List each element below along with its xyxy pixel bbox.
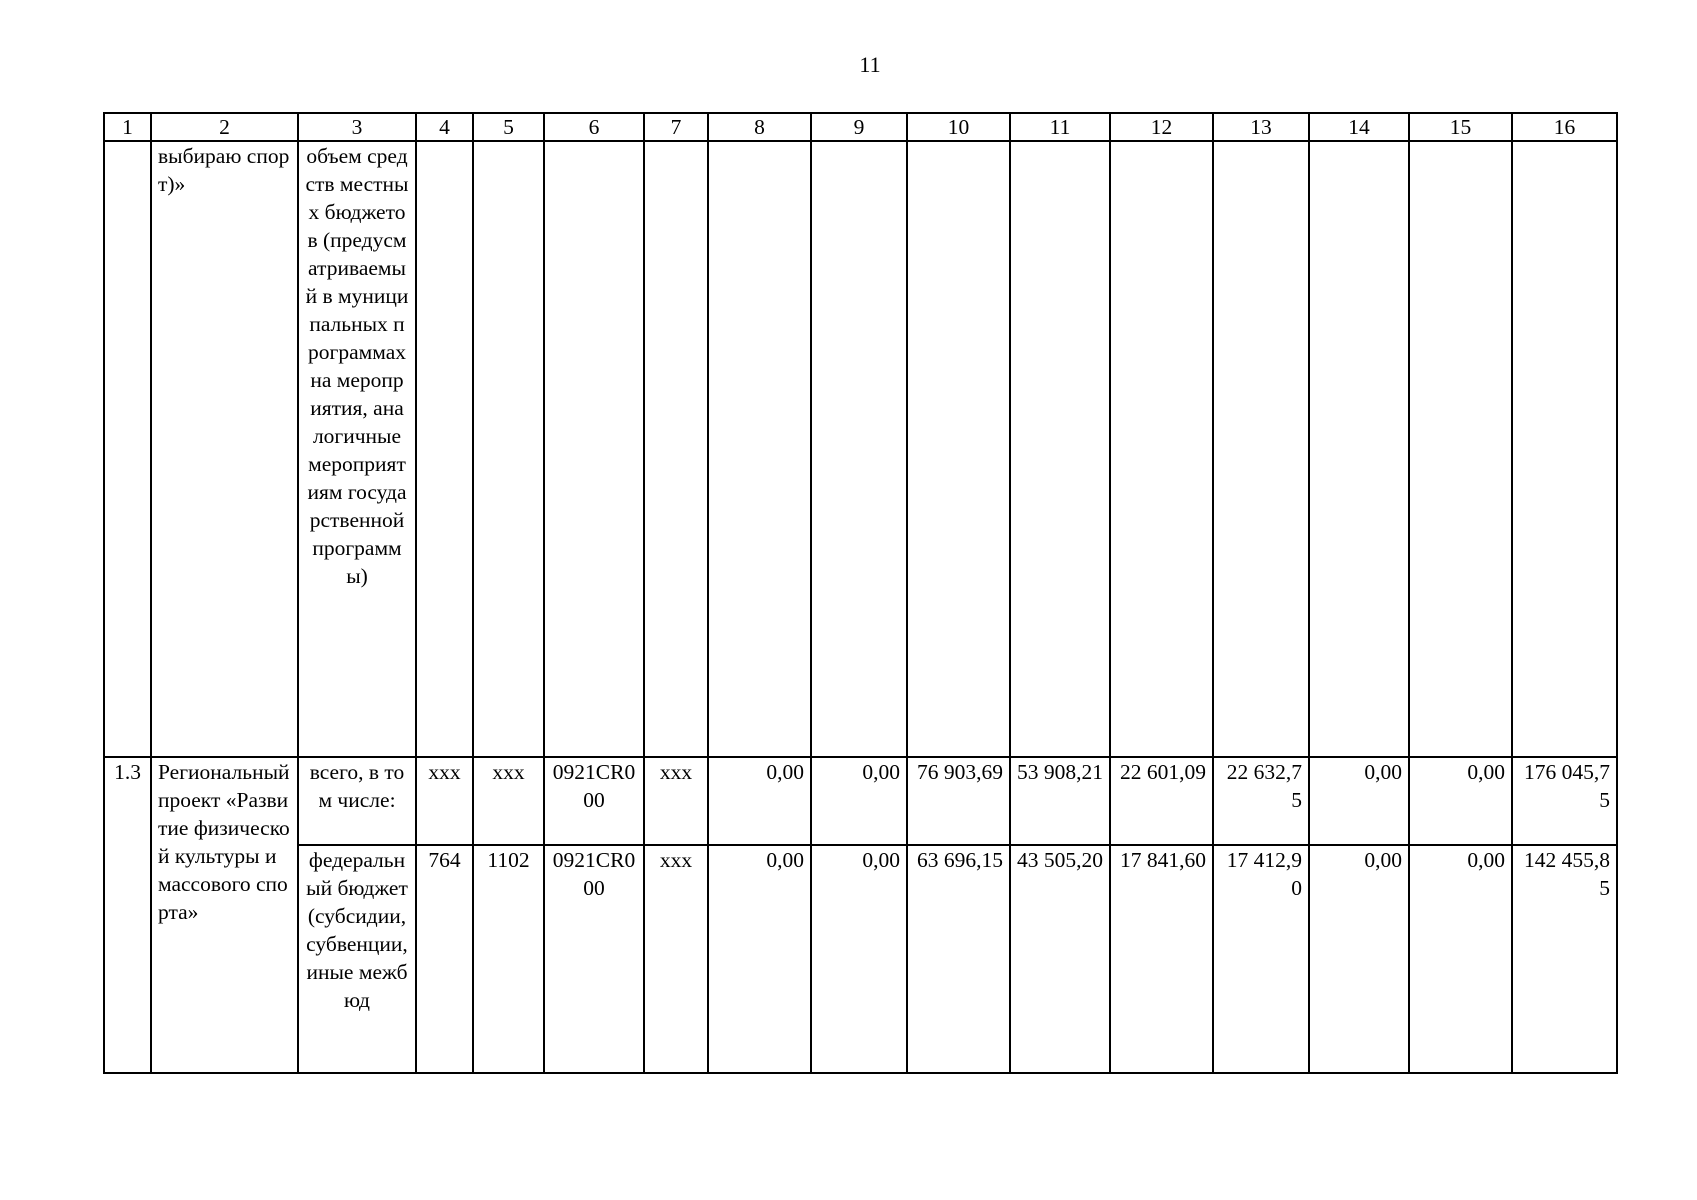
header-cell: 13	[1213, 113, 1309, 141]
amount-cell: 43 505,20	[1010, 845, 1110, 1073]
grbs-code-cell: xxx	[416, 757, 473, 845]
table-cell	[544, 141, 644, 757]
rzpr-code-cell: xxx	[473, 757, 544, 845]
amount-cell: 0,00	[811, 845, 907, 1073]
table-cell	[1010, 141, 1110, 757]
amount-cell: 63 696,15	[907, 845, 1010, 1073]
table-header-row	[104, 113, 1617, 141]
grbs-code-cell: 764	[416, 845, 473, 1073]
amount-cell: 17 412,90	[1213, 845, 1309, 1073]
table-cell	[1309, 141, 1409, 757]
amount-cell: 0,00	[708, 757, 811, 845]
header-cell: 5	[473, 113, 544, 141]
table-cell	[644, 141, 708, 757]
table-cell	[473, 141, 544, 757]
amount-cell: 0,00	[708, 845, 811, 1073]
table-cell	[1409, 141, 1512, 757]
amount-cell: 22 601,09	[1110, 757, 1213, 845]
amount-cell: 0,00	[1409, 757, 1512, 845]
funding-source-cell: объем средств местных бюджетов (предусматриваемый в муниципальных программах на мероприятия, аналогичные мероприятиям государственной программы)	[298, 141, 416, 757]
amount-cell: 0,00	[811, 757, 907, 845]
funding-source-cell: федеральный бюджет (субсидии, субвенции, иные межбюд	[298, 845, 416, 1073]
table-cell	[1213, 141, 1309, 757]
row-number-cell: 1.3	[104, 757, 151, 1073]
table-cell	[1512, 141, 1617, 757]
amount-cell: 0,00	[1409, 845, 1512, 1073]
funding-source-cell: всего, в том числе:	[298, 757, 416, 845]
header-cell: 6	[544, 113, 644, 141]
header-cell: 4	[416, 113, 473, 141]
amount-cell: 53 908,21	[1010, 757, 1110, 845]
header-cell: 7	[644, 113, 708, 141]
table-cell	[416, 141, 473, 757]
event-name-cell: выбираю спорт)»	[151, 141, 298, 757]
page-number: 11	[859, 52, 881, 77]
csr-code-cell: 0921CR000	[544, 845, 644, 1073]
table-cell	[907, 141, 1010, 757]
vr-code-cell: xxx	[644, 845, 708, 1073]
header-cell: 11	[1010, 113, 1110, 141]
header-cell: 1	[104, 113, 151, 141]
amount-cell: 22 632,75	[1213, 757, 1309, 845]
header-cell: 15	[1409, 113, 1512, 141]
header-cell: 16	[1512, 113, 1617, 141]
header-cell: 2	[151, 113, 298, 141]
table-cell	[708, 141, 811, 757]
table-cell	[1110, 141, 1213, 757]
event-name-cell: Региональный проект «Развитие физической культуры и массового спорта»	[151, 757, 298, 1073]
table-row-continuation	[104, 141, 1617, 757]
budget-table	[103, 112, 1618, 1074]
table-row-federal	[104, 845, 1617, 1073]
csr-code-cell: 0921CR000	[544, 757, 644, 845]
table-cell	[811, 141, 907, 757]
amount-cell: 17 841,60	[1110, 845, 1213, 1073]
table-row-total	[104, 757, 1617, 845]
header-cell: 12	[1110, 113, 1213, 141]
amount-cell: 76 903,69	[907, 757, 1010, 845]
header-cell: 14	[1309, 113, 1409, 141]
header-cell: 10	[907, 113, 1010, 141]
header-cell: 8	[708, 113, 811, 141]
header-cell: 3	[298, 113, 416, 141]
amount-cell: 0,00	[1309, 845, 1409, 1073]
vr-code-cell: xxx	[644, 757, 708, 845]
rzpr-code-cell: 1102	[473, 845, 544, 1073]
amount-total-cell: 176 045,75	[1512, 757, 1617, 845]
amount-total-cell: 142 455,85	[1512, 845, 1617, 1073]
row-number-cell	[104, 141, 151, 757]
header-cell: 9	[811, 113, 907, 141]
amount-cell: 0,00	[1309, 757, 1409, 845]
